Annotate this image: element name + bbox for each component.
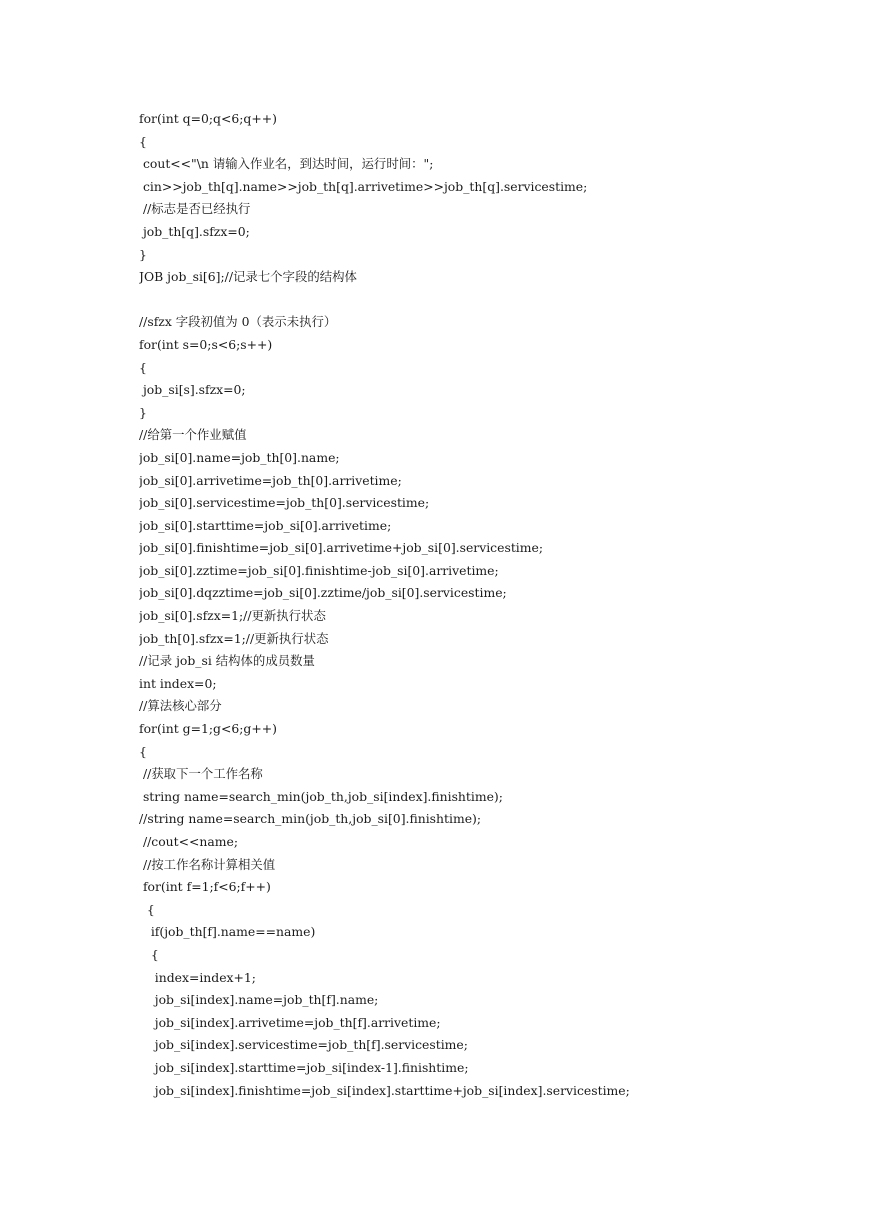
code-comment-line: //给第一个作业赋值 <box>139 427 247 443</box>
code-line: for(int s=0;s<6;s++) <box>139 336 273 352</box>
code-line: } <box>139 404 147 420</box>
code-line: { <box>139 901 155 917</box>
code-line: for(int q=0;q<6;q++) <box>139 111 277 126</box>
code-line: } <box>139 246 147 262</box>
code-line: { <box>139 946 159 962</box>
code-comment-line: //cout<<name; <box>139 834 239 849</box>
code-line: for(int f=1;f<6;f++) <box>139 879 271 895</box>
code-comment-line: //sfzx 字段初值为 0（表示未执行） <box>139 314 337 330</box>
code-line: job_th[0].sfzx=1;//更新执行状态 <box>139 630 329 646</box>
code-line: job_si[0].dqzztime=job_si[0].zztime/job_si[0].servicestime; <box>139 585 507 601</box>
code-line: job_si[0].arrivetime=job_th[0].arrivetime; <box>139 472 402 488</box>
code-line: job_si[0].finishtime=job_si[0].arrivetime+job_si[0].servicestime; <box>139 540 544 556</box>
code-comment-line: //记录 job_si 结构体的成员数量 <box>139 653 315 669</box>
code-line: for(int g=1;g<6;g++) <box>139 721 277 737</box>
code-line: cin>>job_th[q].name>>job_th[q].arrivetime>>job_th[q].servicestime; <box>139 178 588 194</box>
code-line: JOB job_si[6];//记录七个字段的结构体 <box>139 269 357 285</box>
code-line: cout<<"\n 请输入作业名，到达时间，运行时间："; <box>139 156 434 172</box>
code-line: index=index+1; <box>139 969 256 985</box>
blank-line <box>139 289 839 312</box>
code-line: if(job_th[f].name==name) <box>139 924 316 940</box>
code-line: job_si[index].arrivetime=job_th[f].arrivetime; <box>139 1014 441 1030</box>
code-line: job_th[q].sfzx=0; <box>139 223 250 239</box>
code-line: job_si[0].starttime=job_si[0].arrivetime; <box>139 517 392 533</box>
code-comment-line: //算法核心部分 <box>139 698 222 714</box>
code-comment-line: //按工作名称计算相关值 <box>139 856 276 872</box>
code-line: job_si[0].servicestime=job_th[0].servicestime; <box>139 495 430 511</box>
code-line: job_si[0].sfzx=1;//更新执行状态 <box>139 608 326 624</box>
code-line: { <box>139 133 147 149</box>
code-line: job_si[index].servicestime=job_th[f].servicestime; <box>139 1037 468 1053</box>
code-comment-line: //string name=search_min(job_th,job_si[0].finishtime); <box>139 811 482 827</box>
code-comment-line: //标志是否已经执行 <box>139 201 251 217</box>
code-line: job_si[s].sfzx=0; <box>139 382 246 398</box>
code-line: job_si[0].name=job_th[0].name; <box>139 449 340 465</box>
code-line: int index=0; <box>139 675 217 691</box>
code-line: string name=search_min(job_th,job_si[index].finishtime); <box>139 788 503 804</box>
code-line: { <box>139 359 147 375</box>
code-line: job_si[index].finishtime=job_si[index].starttime+job_si[index].servicestime; <box>139 1082 630 1098</box>
code-line: job_si[index].starttime=job_si[index-1].finishtime; <box>139 1059 469 1075</box>
code-comment-line: //获取下一个工作名称 <box>139 766 263 782</box>
code-line: job_si[index].name=job_th[f].name; <box>139 992 379 1008</box>
code-line: job_si[0].zztime=job_si[0].finishtime-job_si[0].arrivetime; <box>139 562 499 578</box>
code-line: { <box>139 743 147 759</box>
code-listing <box>139 108 839 1102</box>
